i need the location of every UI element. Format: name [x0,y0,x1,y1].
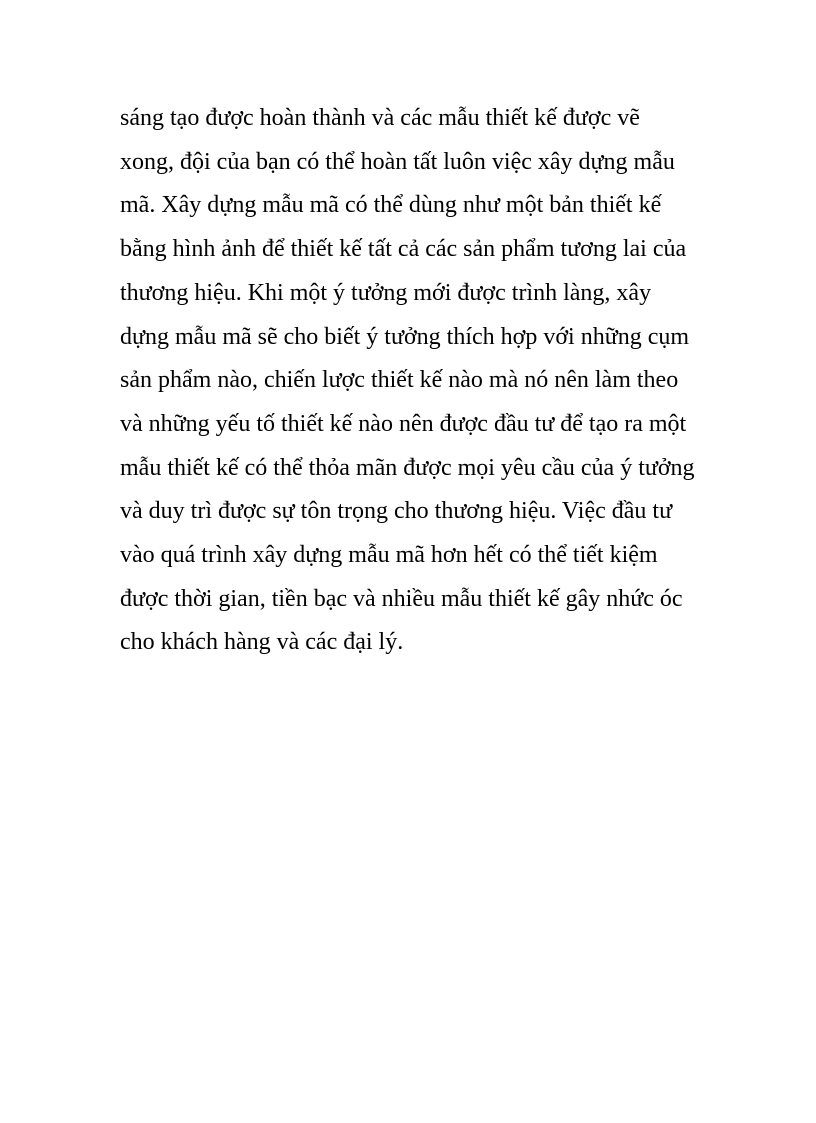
paragraph-line: và duy trì được sự tôn trọng cho thương hiệu. Việc đầu tư [120,498,673,525]
paragraph-line: xong, đội của bạn có thể hoàn tất luôn việc xây dựng mẫu [120,148,675,175]
paragraph-line: cho khách hàng và các đại lý. [120,629,404,656]
body-paragraph [120,97,720,665]
paragraph-line: và những yếu tố thiết kế nào nên được đầu tư để tạo ra một [120,410,687,437]
paragraph-line: sản phẩm nào, chiến lược thiết kế nào mà nó nên làm theo [120,367,679,394]
paragraph-line: mẫu thiết kế có thể thỏa mãn được mọi yêu cầu của ý tưởng [120,454,695,481]
paragraph-line: được thời gian, tiền bạc và nhiều mẫu thiết kế gây nhức óc [120,585,683,612]
paragraph-line: sáng tạo được hoàn thành và các mẫu thiết kế được vẽ [120,105,640,131]
paragraph-line: bằng hình ảnh để thiết kế tất cả các sản phẩm tương lai của [120,236,687,263]
paragraph-line: thương hiệu. Khi một ý tưởng mới được trình làng, xây [120,279,652,306]
paragraph-line: vào quá trình xây dựng mẫu mã hơn hết có thể tiết kiệm [120,542,658,569]
paragraph-line: dựng mẫu mã sẽ cho biết ý tưởng thích hợp với những cụm [120,323,690,350]
paragraph-line: mã. Xây dựng mẫu mã có thể dùng như một bản thiết kế [120,192,662,219]
